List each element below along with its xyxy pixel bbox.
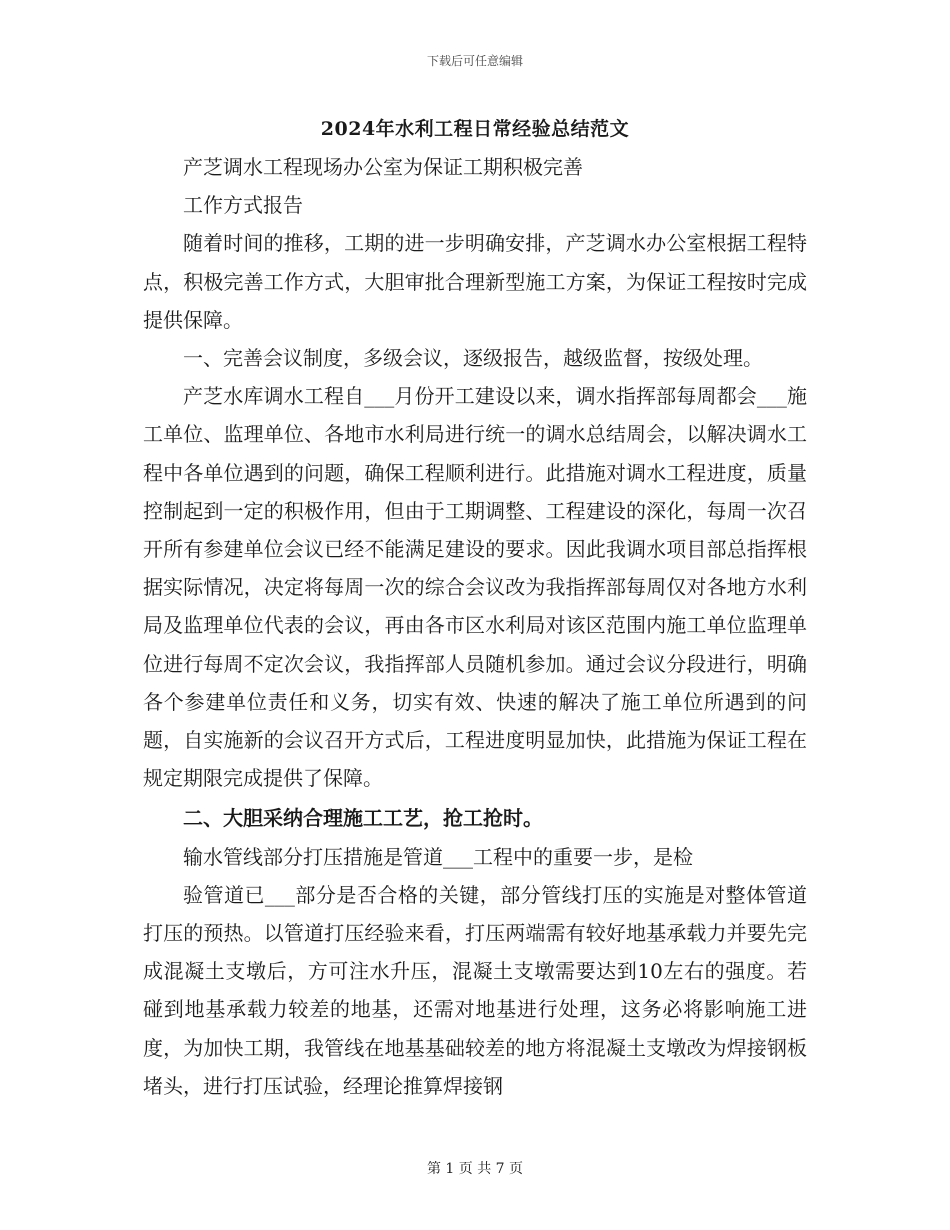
body-paragraph-pressure-line-a: 输水管线部分打压措施是管道___工程中的重要一步，是检 [183, 844, 693, 869]
body-paragraph-pressure-line-b: 验管道已___部分是否合格的关键，部分管线打压的实施是对整体管道打压的预热。以管道打压经验来看，打压两端需有较好地基承载力并要先完成混凝土支墩后，方可注水升压，混凝土支墩需要达到10左右的强度。若碰到地基承载力较差的地基，还需对地基进行处理，这务必将影响施工进度，为加快工期，我管线在地基基础较差的地方将混凝土支墩改为焊接钢板堵头，进行打压试验，经理论推算焊接钢 [143, 882, 807, 1098]
page-header-note: 下载后可任意编辑 [426, 54, 523, 68]
document-body [143, 148, 807, 1105]
body-paragraph-intro: 随着时间的推移，工期的进一步明确安排，产芝调水办公室根据工程特点，积极完善工作方式，大胆审批合理新型施工方案，为保证工程按时完成提供保障。 [143, 231, 807, 332]
document-title: 2024年水利工程日常经验总结范文 [320, 118, 630, 140]
subtitle-line-2: 工作方式报告 [183, 193, 303, 218]
body-paragraph-meetings: 产芝水库调水工程自___月份开工建设以来，调水指挥部每周都会___施工单位、监理单位、各地市水利局进行统一的调水总结周会，以解决调水工程中各单位遇到的问题，确保工程顺利进行。此措施对调水工程进度，质量控制起到一定的积极作用，但由于工期调整、工程建设的深化，每周一次召开所有参建单位会议已经不能满足建设的要求。因此我调水项目部总指挥根据实际情况，决定将每周一次的综合会议改为我指挥部每周仅对各地方水利局及监理单位代表的会议，再由各市区水利局对该区范围内施工单位监理单位进行每周不定次会议，我指挥部人员随机参加。通过会议分段进行，明确各个参建单位责任和义务，切实有效、快速的解决了施工单位所遇到的问题，自实施新的会议召开方式后，工程进度明显加快，此措施为保证工程在规定期限完成提供了保障。 [143, 384, 807, 791]
section-heading-1: 一、完善会议制度，多级会议，逐级报告，越级监督，按级处理。 [183, 346, 763, 371]
subtitle-line-1: 产芝调水工程现场办公室为保证工期积极完善 [183, 155, 583, 179]
section-heading-2: 二、大胆采纳合理施工工艺，抢工抢时。 [183, 806, 543, 831]
page-number-footer: 第 1 页 共 7 页 [426, 1161, 524, 1177]
